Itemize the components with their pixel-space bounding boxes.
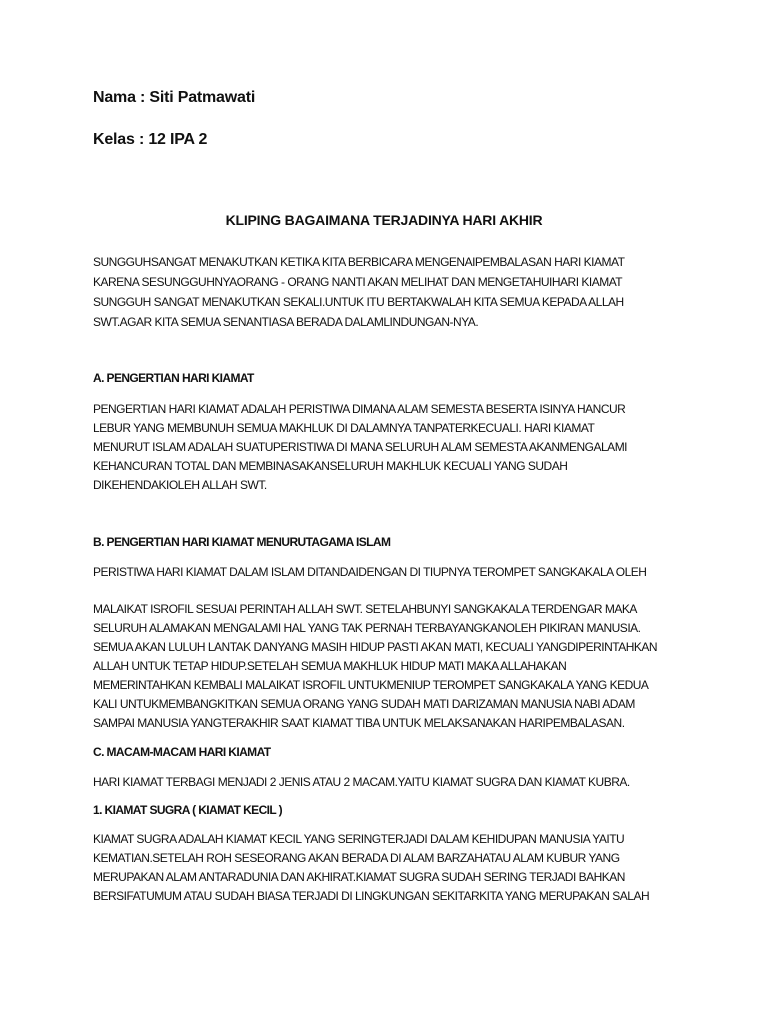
section-b-line: MALAIKAT ISROFIL SESUAI PERINTAH ALLAH SWT. SETELAHBUNYI SANGKAKALA TERDENGAR MAKA bbox=[93, 602, 637, 616]
intro-line: SWT.AGAR KITA SEMUA SENANTIASA BERADA DALAMLINDUNGAN-NYA. bbox=[93, 315, 479, 329]
kiamat-sugra-line: KEMATIAN.SETELAH ROH SESEORANG AKAN BERADA DI ALAM BARZAHATAU ALAM KUBUR YANG bbox=[93, 851, 620, 865]
document-title: KLIPING BAGAIMANA TERJADINYA HARI AKHIR bbox=[225, 212, 543, 228]
section-b-line: SAMPAI MANUSIA YANGTERAKHIR SAAT KIAMAT TIBA UNTUK MELAKSANAKAN HARIPEMBALASAN. bbox=[93, 716, 625, 730]
intro-line: SUNGGUH SANGAT MENAKUTKAN SEKALI.UNTUK ITU BERTAKWALAH KITA SEMUA KEPADA ALLAH bbox=[93, 295, 624, 309]
intro-line: SUNGGUHSANGAT MENAKUTKAN KETIKA KITA BERBICARA MENGENAIPEMBALASAN HARI KIAMAT bbox=[93, 255, 625, 269]
kiamat-sugra-line: BERSIFATUMUM ATAU SUDAH BIASA TERJADI DI LINGKUNGAN SEKITARKITA YANG MERUPAKAN SALAH bbox=[93, 889, 650, 903]
section-a-line: MENURUT ISLAM ADALAH SUATUPERISTIWA DI MANA SELURUH ALAM SEMESTA AKANMENGALAMI bbox=[93, 440, 628, 454]
student-name: Nama : Siti Patmawati bbox=[93, 89, 256, 106]
section-b-line: SELURUH ALAMAKAN MENGALAMI HAL YANG TAK PERNAH TERBAYANGKANOLEH PIKIRAN MANUSIA. bbox=[93, 621, 641, 635]
kiamat-sugra-line: MERUPAKAN ALAM ANTARADUNIA DAN AKHIRAT.KIAMAT SUGRA SUDAH SERING TERJADI BAHKAN bbox=[93, 870, 625, 884]
section-c-line: HARI KIAMAT TERBAGI MENJADI 2 JENIS ATAU 2 MACAM.YAITU KIAMAT SUGRA DAN KIAMAT KUBRA. bbox=[93, 775, 630, 789]
section-a-line: KEHANCURAN TOTAL DAN MEMBINASAKANSELURUH MAKHLUK KECUALI YANG SUDAH bbox=[93, 459, 568, 473]
section-b-first-line: PERISTIWA HARI KIAMAT DALAM ISLAM DITANDAIDENGAN DI TIUPNYA TEROMPET SANGKAKALA OLEH bbox=[93, 565, 647, 579]
section-b-line: KALI UNTUKMEMBANGKITKAN SEMUA ORANG YANG SUDAH MATI DARIZAMAN MANUSIA NABI ADAM bbox=[93, 697, 635, 711]
section-b-line: SEMUA AKAN LULUH LANTAK DANYANG MASIH HIDUP PASTI AKAN MATI, KECUALI YANGDIPERINTAHKAN bbox=[93, 640, 658, 654]
kiamat-sugra-heading: 1. KIAMAT SUGRA ( KIAMAT KECIL ) bbox=[93, 803, 283, 817]
section-b-line: ALLAH UNTUK TETAP HIDUP.SETELAH SEMUA MAKHLUK HIDUP MATI MAKA ALLAHAKAN bbox=[93, 659, 567, 673]
section-b-heading: B. PENGERTIAN HARI KIAMAT MENURUTAGAMA ISLAM bbox=[93, 535, 391, 549]
kiamat-sugra-line: KIAMAT SUGRA ADALAH KIAMAT KECIL YANG SERINGTERJADI DALAM KEHIDUPAN MANUSIA YAITU bbox=[93, 832, 625, 846]
section-b-line: MEMERINTAHKAN KEMBALI MALAIKAT ISROFIL UNTUKMENIUP TEROMPET SANGKAKALA YANG KEDUA bbox=[93, 678, 649, 692]
section-c-heading: C. MACAM-MACAM HARI KIAMAT bbox=[93, 745, 271, 759]
section-a-line: LEBUR YANG MEMBUNUH SEMUA MAKHLUK DI DALAMNYA TANPATERKECUALI. HARI KIAMAT bbox=[93, 421, 595, 435]
intro-line: KARENA SESUNGGUHNYAORANG - ORANG NANTI AKAN MELIHAT DAN MENGETAHUIHARI KIAMAT bbox=[93, 275, 623, 289]
section-a-line: PENGERTIAN HARI KIAMAT ADALAH PERISTIWA DIMANA ALAM SEMESTA BESERTA ISINYA HANCUR bbox=[93, 402, 626, 416]
section-a-heading: A. PENGERTIAN HARI KIAMAT bbox=[93, 371, 254, 385]
section-a-line: DIKEHENDAKIOLEH ALLAH SWT. bbox=[93, 478, 267, 492]
student-class: Kelas : 12 IPA 2 bbox=[93, 131, 208, 148]
